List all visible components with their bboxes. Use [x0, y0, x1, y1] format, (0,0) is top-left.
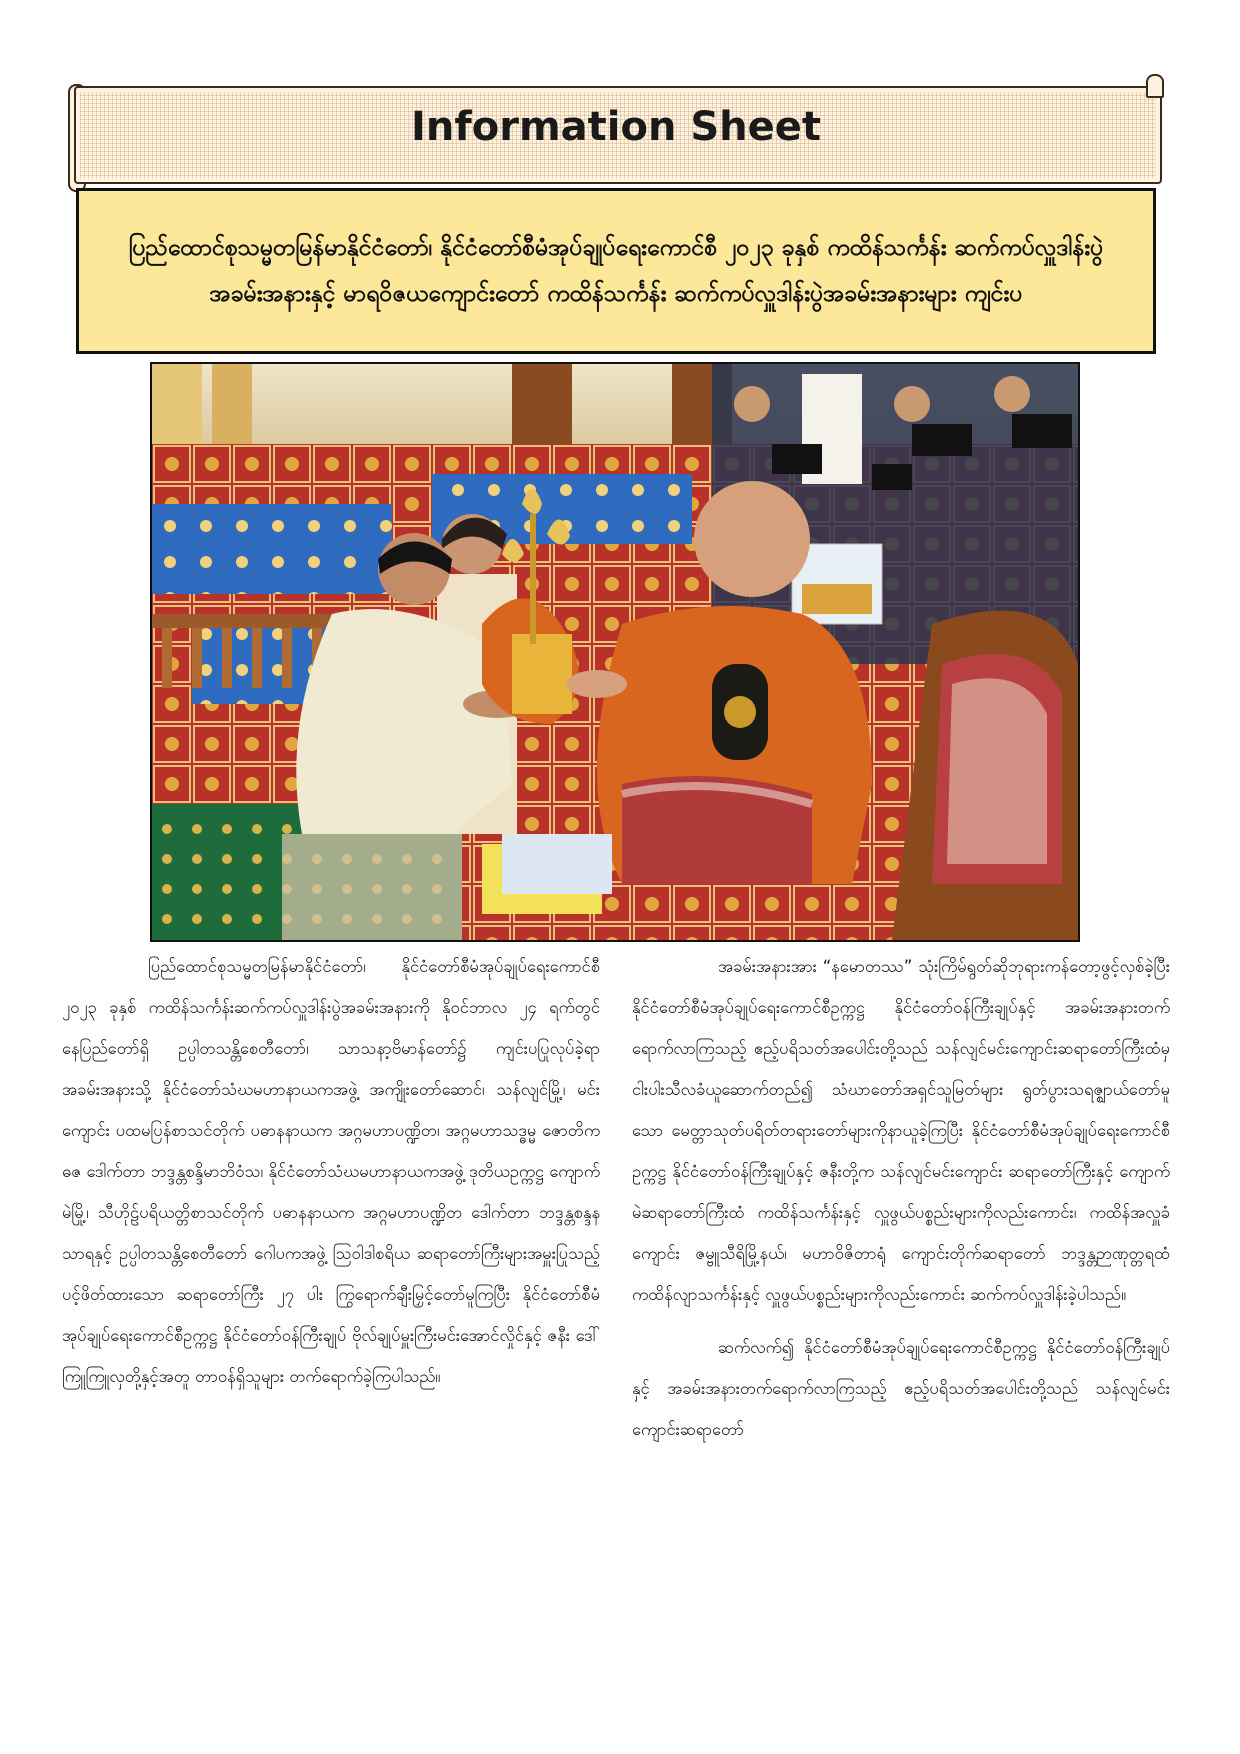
- article-left-column: [62, 946, 600, 1409]
- page-title: Information Sheet: [410, 104, 822, 150]
- ceremony-photo: [150, 362, 1080, 942]
- hall-door: [512, 364, 572, 444]
- article-paragraph: ဆက်လက်၍ နိုင်ငံတော်စီမံအုပ်ချုပ်ရေးကောင်စီဥက္ကဋ္ဌ နိုင်ငံတော်ဝန်ကြီးချုပ်နှင့် အခမ်းအနားတက်ရောက်လာကြသည့် ဧည့်ပရိသတ်အပေါင်းတို့သည် သန်လျင်မင်းကျောင်းဆရာတော်: [632, 1338, 1170, 1439]
- headline-box: [76, 188, 1156, 354]
- article-paragraph: ပြည်ထောင်စုသမ္မတမြန်မာနိုင်ငံတော်၊ နိုင်ငံတော်စီမံအုပ်ချုပ်ရေးကောင်စီ ၂၀၂၃ ခုနှစ် ကထိန်သင်္ကန်းဆက်ကပ်လှူဒါန်းပွဲအခမ်းအနားကို နိုဝင်ဘာလ ၂၄ ရက်တွင် နေပြည်တော်ရှိ ဥပ္ပါတသန္တိစေတီတော်၊ သာသနာ့ဗိမာန်တော်၌ ကျင်းပပြုလုပ်ခဲ့ရာ အခမ်းအနားသို့ နိုင်ငံတော်သံဃမဟာနာယကအဖွဲ့ အကျိုးတော်ဆောင်၊ သန်လျင်မြို့၊ မင်းကျောင်း ပထမပြန်စာသင်တိုက် ပဓာနနာယက အဂ္ဂမဟာပဏ္ဍိတ၊ အဂ္ဂမဟာသဒ္ဓမ္မ ဇောတိကဓဇ ဒေါက်တာ ဘဒ္ဒန္တစန္ဒိမာဘိဝံသ၊ နိုင်ငံတော်သံဃမဟာနာယကအဖွဲ့ ဒုတိယဥက္ကဋ္ဌ ကျောက်မဲမြို့၊ သီဟိုဠ်ပရိယတ္တိစာသင်တိုက် ပဓာနနာယက အဂ္ဂမဟာပဏ္ဍိတ ဒေါက်တာ ဘဒ္ဒန္တစန္ဒနသာရနှင့် ဥပ္ပါတသန္တိစေတီတော် ဂေါပကအဖွဲ့ သြဝါဒါစရိယ ဆရာတော်ကြီးများအမှူးပြုသည့် ပင့်ဖိတ်ထားသော ဆရာတော်ကြီး ၂၇ ပါး ကြွရောက်ချီးမြှင့်တော်မူကြပြီး နိုင်ငံတော်စီမံအုပ်ချုပ်ရေးကောင်စီဥက္ကဋ္ဌ နိုင်ငံတော်ဝန်ကြီးချုပ် ဗိုလ်ချုပ်မှူးကြီးမင်းအောင်လှိုင်နှင့် ဇနီး ဒေါ်ကြူကြူလှတို့နှင့်အတူ တာဝန်ရှိသူများ တက်ရောက်ခဲ့ကြပါသည်။: [62, 957, 600, 1386]
- article-paragraph: အခမ်းအနားအား “နမောတဿ” သုံးကြိမ်ရွတ်ဆိုဘုရားကန်တော့ဖွင့်လှစ်ခဲ့ပြီး နိုင်ငံတော်စီမံအုပ်ချုပ်ရေးကောင်စီဥက္ကဋ္ဌ နိုင်ငံတော်ဝန်ကြီးချုပ်နှင့် အခမ်းအနားတက်ရောက်လာကြသည့် ဧည့်ပရိသတ်အပေါင်းတို့သည် သန်လျင်မင်းကျောင်းဆရာတော်ကြီးထံမှ ငါးပါးသီလခံယူဆောက်တည်၍ သံဃာတော်အရှင်သူမြတ်များ ရွတ်ပွားသရဇ္ဈာယ်တော်မူသော မေတ္တာသုတ်ပရိတ်တရားတော်များကိုနာယူခဲ့ကြပြီး နိုင်ငံတော်စီမံအုပ်ချုပ်ရေးကောင်စီဥက္ကဋ္ဌ နိုင်ငံတော်ဝန်ကြီးချုပ်နှင့် ဇနီးတို့က သန်လျင်မင်းကျောင်း ဆရာတော်ကြီးနှင့် ကျောက်မဲဆရာတော်ကြီးထံ ကထိန်သင်္ကန်းနှင့် လှူဖွယ်ပစ္စည်းများကိုလည်းကောင်း၊ ကထိန်အလှူခံကျောင်း ဇမ္ဗူသီရိမြို့နယ်၊ မဟာဝိဇိတာရုံ ကျောင်းတိုက်ဆရာတော် ဘဒ္ဒန္တဉာဏုတ္တရထံ ကထိန်လျာသင်္ကန်းနှင့် လှူဖွယ်ပစ္စည်းများကိုလည်းကောင်း ဆက်ကပ်လှူဒါန်းခဲ့ပါသည်။: [632, 957, 1170, 1304]
- ceremony-illustration: [152, 364, 1078, 940]
- scroll-right-curl: [1146, 74, 1164, 98]
- headline-text: ပြည်ထောင်စုသမ္မတမြန်မာနိုင်ငံတော်၊ နိုင်ငံတော်စီမံအုပ်ချုပ်ရေးကောင်စီ ၂၀၂၃ ခုနှစ် ကထိန်သင်္ကန်း ဆက်ကပ်လှူဒါန်းပွဲအခမ်းအနားနှင့် မာရဝိဇယကျောင်းတော် ကထိန်သင်္ကန်း ဆက်ကပ်လှူဒါန်းပွဲအခမ်းအနားများ ကျင်းပ: [128, 235, 1104, 307]
- article-right-column: [632, 946, 1170, 1462]
